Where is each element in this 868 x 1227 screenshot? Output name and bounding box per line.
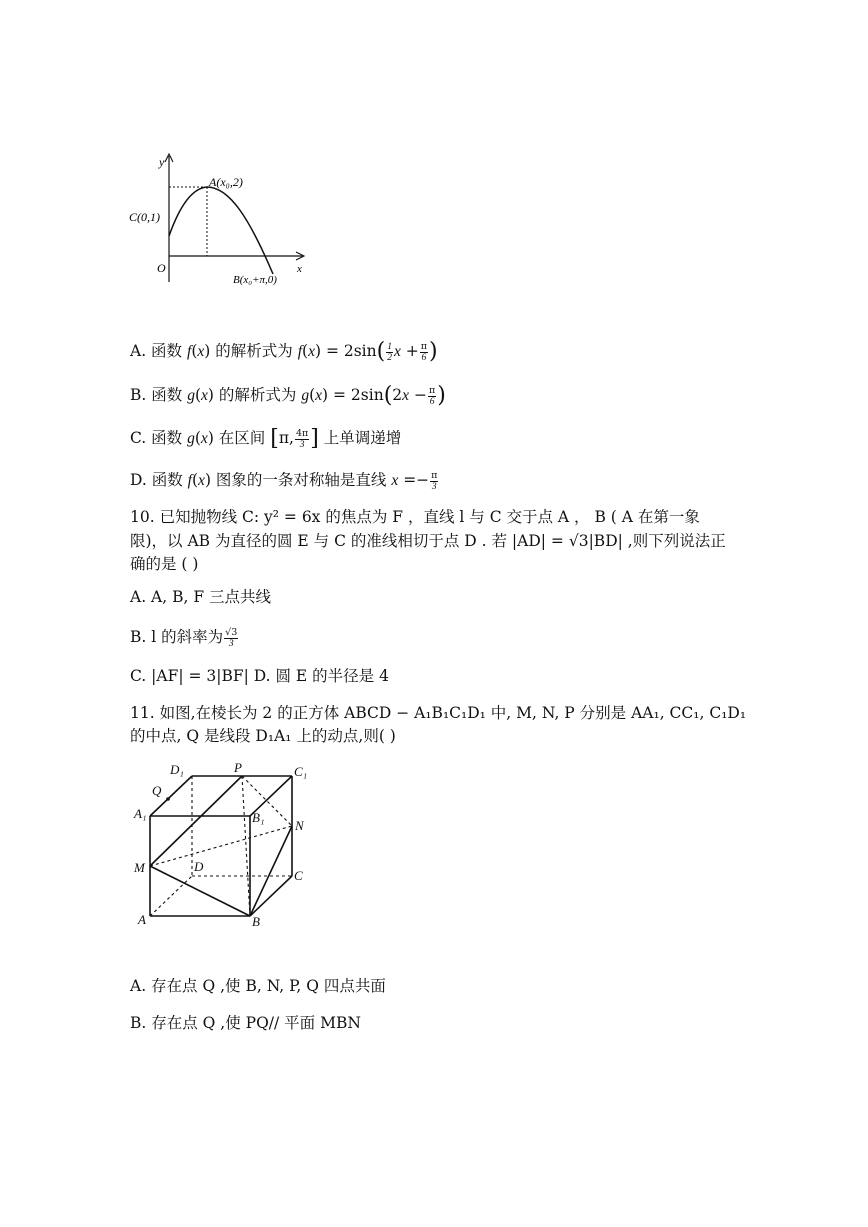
label-b1: B₁ [252, 810, 265, 825]
sine-graph [125, 150, 315, 295]
label-c1: C₁ [294, 764, 308, 779]
q10-stem-line3: 确的是 ( ) [130, 555, 199, 573]
sine-curve [169, 187, 273, 274]
label-point-c: C(0,1) [129, 210, 160, 224]
label-x: x [297, 263, 302, 275]
q11-option-a: A. 存在点 Q ,使 B, N, P, Q 四点共面 [130, 977, 386, 995]
label-origin: O [157, 261, 166, 275]
q9-option-a: A. 函数 f(x) 的解析式为 f(x) = 2sin( $\frac{1}{2}$ x + $\frac{\pi}{6}$ ) [130, 339, 438, 364]
q11-stem-line2: 的中点, Q 是线段 D₁A₁ 上的动点,则( ) [130, 727, 396, 745]
q9-option-b: B. 函数 g(x) 的解析式为 g(x) = 2sin(2x − $\frac{\pi}{6}$ ) [130, 383, 446, 408]
label-p: P [234, 760, 242, 775]
label-n: N [295, 818, 304, 833]
q9-option-d: D. 函数 f(x) 图象的一条对称轴是直线 x =− $\frac{\pi}{3}$ [130, 469, 438, 492]
q9-option-c: C. 函数 g(x) 在区间 [π, $\frac{4\pi}{3}$ ] 上单调递增 [130, 426, 402, 451]
label-d1: D₁ [170, 762, 184, 777]
label-d: D [194, 859, 204, 874]
label-point-b: B(x₀+π,0) [233, 274, 277, 286]
label-point-a: A(x₀,2) [209, 175, 243, 189]
label-b: B [252, 914, 260, 929]
cube-figure [128, 758, 328, 938]
label-c: C [294, 868, 303, 883]
q10-option-b: B. l 的斜率为 $\frac{√3}{3}$ [130, 626, 238, 649]
q10-stem-line2: 限)，以 AB 为直径的圆 E 与 C 的准线相切于点 D . 若 |AD| = √3|BD| ,则下列说法正 [130, 532, 726, 550]
q10-option-a: A. A, B, F 三点共线 [130, 588, 272, 606]
label-q: Q [152, 783, 162, 798]
q10-stem-line1: 10. 已知抛物线 C: y² = 6x 的焦点为 F ，直线 l 与 C 交于点 A ， B ( A 在第一象 [130, 508, 700, 526]
label-m: M [134, 860, 145, 875]
q11-option-b: B. 存在点 Q ,使 PQ// 平面 MBN [130, 1014, 361, 1032]
label-a: A [138, 912, 146, 927]
q11-stem-line1: 11. 如图,在棱长为 2 的正方体 ABCD − A₁B₁C₁D₁ 中, M, N, P 分别是 AA₁, CC₁, C₁D₁ [130, 704, 747, 722]
label-y: y [159, 155, 165, 169]
label-a1: A₁ [134, 806, 147, 821]
q10-option-cd: C. |AF| = 3|BF| D. 圆 E 的半径是 4 [130, 667, 389, 685]
